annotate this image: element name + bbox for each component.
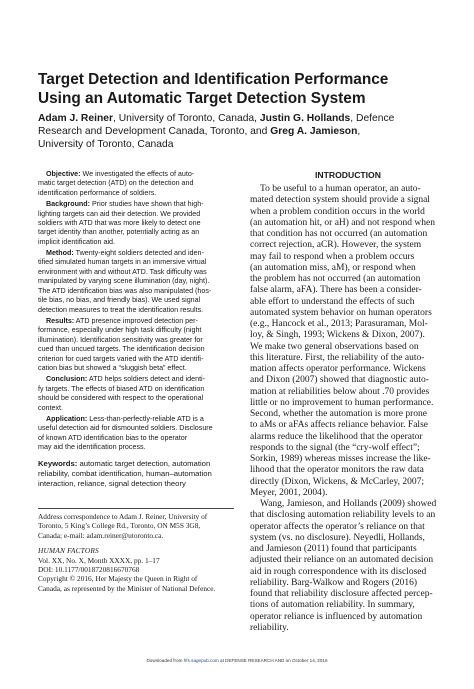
text-line: lighting targets can aid their detection. We provided xyxy=(38,209,201,218)
abstract-application xyxy=(38,415,234,453)
correspondence-address xyxy=(38,512,234,540)
abstract-text: ATD presence improved detection per- xyxy=(74,316,198,325)
text-line xyxy=(38,200,234,209)
footnote-divider xyxy=(38,508,234,509)
text-line: manipulated by varying scene illumination (day, night). xyxy=(38,277,210,286)
author-line-3: University of Toronto, Canada xyxy=(38,139,174,151)
text-line: matic target detection (ATD) on the detection and xyxy=(38,179,194,188)
text-line: may aid the identification process. xyxy=(38,443,146,452)
text-line: soldiers with ATD that was more likely to detect one xyxy=(38,218,201,227)
text-line xyxy=(38,317,234,326)
text-line: implicit identification aid. xyxy=(38,237,115,246)
text-line: reliability. Barg-Walkow and Rogers (2016) xyxy=(250,577,418,588)
author-line-2 xyxy=(38,125,448,138)
text-line: To be useful to a human operator, an auto- xyxy=(260,184,421,194)
introduction-paragraph-2 xyxy=(250,499,446,634)
abstract-label: Conclusion: xyxy=(46,375,88,384)
text-line: tile bias, no bias, and friendly bias). We used signal xyxy=(38,296,201,305)
text-line: of known ATD identification bias to the operator xyxy=(38,433,188,442)
text-line: mated detection system should provide a signal xyxy=(250,195,430,206)
text-line: context. xyxy=(38,403,64,412)
text-line: false alarm, aFA). There has been a consider- xyxy=(250,285,422,296)
download-notice xyxy=(0,658,474,664)
text-line: formance, especially under high task difficulty (night xyxy=(38,326,202,335)
text-line: alarms reduce the likelihood that the operator xyxy=(250,431,423,442)
text-line: aid in rough correspondence with its disclosed xyxy=(250,566,427,577)
keywords-text: automatic target detection, automation xyxy=(77,458,211,468)
text-line: identification performance of soldiers. xyxy=(38,188,157,197)
abstract-label: Background: xyxy=(46,200,91,209)
text-line: to aMs or aFAs affects reliance behavior. False xyxy=(250,420,428,431)
text-line xyxy=(38,459,234,469)
author-name-hollands: Justin G. Hollands xyxy=(259,113,351,124)
author-affiliation-text: , Defence xyxy=(350,113,395,124)
text-line: and Dixon (2007) showed that diagnostic auto- xyxy=(250,375,429,386)
text-line: reliability, combat identification, human–automation xyxy=(38,468,212,478)
text-line xyxy=(38,170,234,179)
text-line: The ATD identification bias was also manipulated (hos- xyxy=(38,286,212,295)
text-line: Address correspondence to Adam J. Reiner, University of xyxy=(38,512,208,521)
introduction-column xyxy=(250,170,446,634)
abstract-objective xyxy=(38,170,234,198)
text-line: Copyright © 2016, Her Majesty the Queen in Right of xyxy=(38,574,198,584)
text-line: (an automation miss, aM), or respond when xyxy=(250,262,416,273)
download-prefix: Downloaded from xyxy=(146,658,184,663)
text-line: the problem has not occurred (an automation xyxy=(250,274,421,284)
author-affiliation-text: , xyxy=(357,126,361,138)
publication-info xyxy=(38,556,234,594)
text-line: (e.g., Hancock et al., 2013; Parasuraman, Mol- xyxy=(250,319,428,329)
text-line: Canada; e-mail: adam.reiner@utoronto.ca. xyxy=(38,530,164,540)
footnote-block xyxy=(38,512,234,593)
abstract-column xyxy=(38,170,234,489)
title-line-2: Using an Automatic Target Detection System xyxy=(38,90,366,107)
text-line: reliability. xyxy=(250,622,289,633)
text-line: We make two general observations based on xyxy=(250,341,419,352)
abstract-label: Application: xyxy=(46,414,88,423)
text-line: illumination). Identification sensitivity was greater for xyxy=(38,335,203,344)
text-line: directly (Dixon, Wickens, & McCarley, 2007; xyxy=(250,476,425,487)
text-line: cued than uncued targets. The identification decision xyxy=(38,345,205,354)
introduction-paragraph-1 xyxy=(250,184,446,499)
text-line: little or no improvement to human performance. xyxy=(250,397,434,408)
abstract-text: ATD helps soldiers detect and identi- xyxy=(87,375,206,384)
text-line: automated system behavior on human operators xyxy=(250,307,432,318)
author-affiliation-text: , University of Toronto, Canada, xyxy=(112,113,260,124)
text-line: tions of automation reliability. In summary, xyxy=(250,600,415,611)
keywords-block xyxy=(38,459,234,490)
text-line: fy targets. The effects of biased ATD on identification xyxy=(38,384,205,393)
author-line-1 xyxy=(38,112,448,125)
text-line: interaction, reliance, signal detection theory xyxy=(38,478,186,488)
download-suffix: at DEFENSE RESEARCH AND on October 14, 2016 xyxy=(218,658,328,663)
text-line: cation bias but showed a “sluggish beta” effect. xyxy=(38,364,187,373)
keywords-label: Keywords: xyxy=(38,458,78,468)
text-line: Second, whether the automation is more prone xyxy=(250,409,428,419)
text-line: detection measures to treat the identification results. xyxy=(38,305,204,314)
text-line: DOI: 10.1177/0018720816670768 xyxy=(38,565,140,575)
author-affiliation-text: Research and Development Canada, Toronto, and xyxy=(38,126,271,138)
text-line: that condition has not occurred (an automation xyxy=(250,229,428,239)
text-line: environment with and without ATD. Task difficulty was xyxy=(38,267,207,276)
text-line: mation affects operator performance. Wickens xyxy=(250,364,426,374)
abstract-label: Objective: xyxy=(46,170,81,178)
abstract-label: Method: xyxy=(46,249,74,257)
text-line: that disclosing automation reliability levels to an xyxy=(250,510,436,521)
author-name-reiner: Adam J. Reiner xyxy=(38,113,113,124)
text-line: correct rejection, aCR). However, the system xyxy=(250,240,422,251)
text-line: lihood that the operator monitors the raw data xyxy=(250,465,424,476)
download-site-link[interactable]: hfs.sagepub.com xyxy=(183,658,219,663)
abstract-text: We investigated the effects of auto- xyxy=(80,170,195,178)
text-line: when a problem condition occurs in the world xyxy=(250,206,425,217)
abstract-conclusion xyxy=(38,375,234,413)
author-block xyxy=(38,112,448,152)
introduction-heading: INTRODUCTION xyxy=(315,170,381,180)
abstract-label: Results: xyxy=(46,316,75,325)
text-line: Vol. XX, No. X, Month XXXX, pp. 1–17 xyxy=(38,555,160,565)
text-line: should be considered with respect to the operational xyxy=(38,394,204,403)
journal-name: HUMAN FACTORS xyxy=(38,546,99,556)
abstract-text: Prior studies have shown that high- xyxy=(90,200,204,209)
text-line: loy, & Singh, 1993; Wickens & Dixon, 2007). xyxy=(250,330,425,341)
abstract-background xyxy=(38,200,234,247)
text-line: tified simulated human targets in an immersive virtual xyxy=(38,258,207,267)
abstract-results xyxy=(38,317,234,374)
text-line: Toronto, 5 King’s College Rd., Toronto, ON M5S 3G8, xyxy=(38,521,201,531)
text-line: this literature. First, the reliability of the auto- xyxy=(250,352,425,363)
text-line: (an automation hit, or aH) and not respond when xyxy=(250,217,435,228)
text-line xyxy=(38,249,234,258)
text-line: may fail to respond when a problem occurs xyxy=(250,251,415,262)
author-name-jamieson: Greg A. Jamieson xyxy=(270,126,358,138)
text-line: operator reliance is influenced by automation xyxy=(250,611,423,622)
text-line xyxy=(38,375,234,384)
text-line: system (vs. no disclosure). Neyedli, Hollands, xyxy=(250,532,425,543)
text-line: Sorkin, 1989) whereas misses increase the like- xyxy=(250,454,431,464)
abstract-text: Twenty-eight soldiers detected and iden- xyxy=(73,249,204,257)
text-line: Wang, Jamieson, and Hollands (2009) showed xyxy=(260,499,437,509)
article-title xyxy=(38,70,438,108)
text-line: criterion for cued targets varied with the ATD identifi- xyxy=(38,354,204,363)
text-line: adjusted their reliance on an automated decision xyxy=(250,555,434,566)
text-line: and Jamieson (2011) found that participants xyxy=(250,544,417,554)
text-line: operator affects the operator’s reliance on that xyxy=(250,521,425,532)
text-line: able effort to understand the effects of such xyxy=(250,296,415,307)
text-line: Canada, as represented by the Minister of National Defence. xyxy=(38,583,216,593)
abstract-method xyxy=(38,249,234,315)
text-line: target identity than another, potentially acting as an xyxy=(38,228,200,237)
text-line: mation at reliabilities below about .70 provides xyxy=(250,386,430,397)
text-line: useful detection aid for dismounted soldiers. Disclosure xyxy=(38,424,213,433)
title-line-1: Target Detection and Identification Performance xyxy=(38,71,389,88)
abstract-text: Less-than-perfectly-reliable ATD is a xyxy=(87,414,204,423)
text-line: responds to the signal (the “cry-wolf effect”; xyxy=(250,442,420,453)
text-line xyxy=(38,415,234,424)
text-line: found that reliability disclosure affected percep- xyxy=(250,589,433,599)
text-line: Meyer, 2001, 2004). xyxy=(250,487,328,498)
